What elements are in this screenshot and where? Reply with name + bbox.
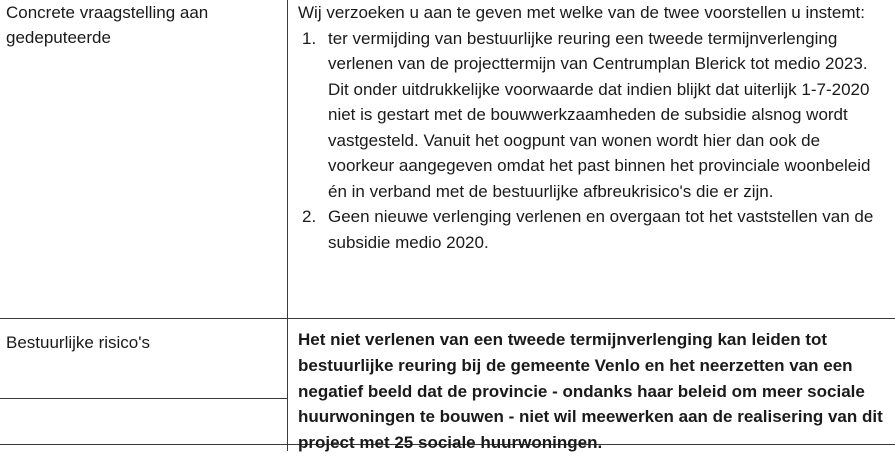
list-item (298, 204, 888, 255)
column-divider (287, 0, 288, 451)
list-item (298, 26, 888, 205)
row-divider (0, 398, 288, 399)
list-item-number: 2. (302, 207, 317, 226)
row-label-risicos: Bestuurlijke risico's (6, 333, 151, 352)
list-item-text: ter vermijding van bestuurlijke reuring een tweede termijnverlenging verlenen van de projecttermijn van Centrumplan Blerick tot medio 2023. Dit onder uitdrukkelijke voorwaarde dat indien blijkt dat uiterlijk 1-7-2020 niet is gestart met de bouwwerkzaamheden de subsidie alsnog wordt vastgesteld. Vanuit het oogpunt van wonen wordt hier dan ook de voorkeur aangegeven omdat het past binnen het provinciale woonbeleid én in verband met de bestuurlijke afbreukrisico's die er zijn. (328, 28, 871, 201)
row-label-vraagstelling: Concrete vraagstelling aan gedeputeerde (6, 3, 209, 47)
list-item-text: Geen nieuwe verlenging verlenen en overgaan tot het vaststellen van de subsidie medio 2020. (328, 207, 874, 252)
intro-text: Wij verzoeken u aan te geven met welke van de twee voorstellen u instemt: (298, 3, 865, 22)
risk-text: Het niet verlenen van een tweede termijnverlenging kan leiden tot bestuurlijke reuring bij de gemeente Venlo en het neerzetten van een negatief beeld dat de provincie - ondanks haar beleid om meer sociale huurwoningen te bouwen - niet wil meewerken aan de realisering van dit project met 25 sociale huurwoningen. (298, 330, 883, 453)
proposal-list (298, 26, 888, 256)
list-item-number: 1. (302, 28, 317, 48)
row-content-vraagstelling (298, 0, 888, 255)
row-divider (0, 318, 895, 319)
